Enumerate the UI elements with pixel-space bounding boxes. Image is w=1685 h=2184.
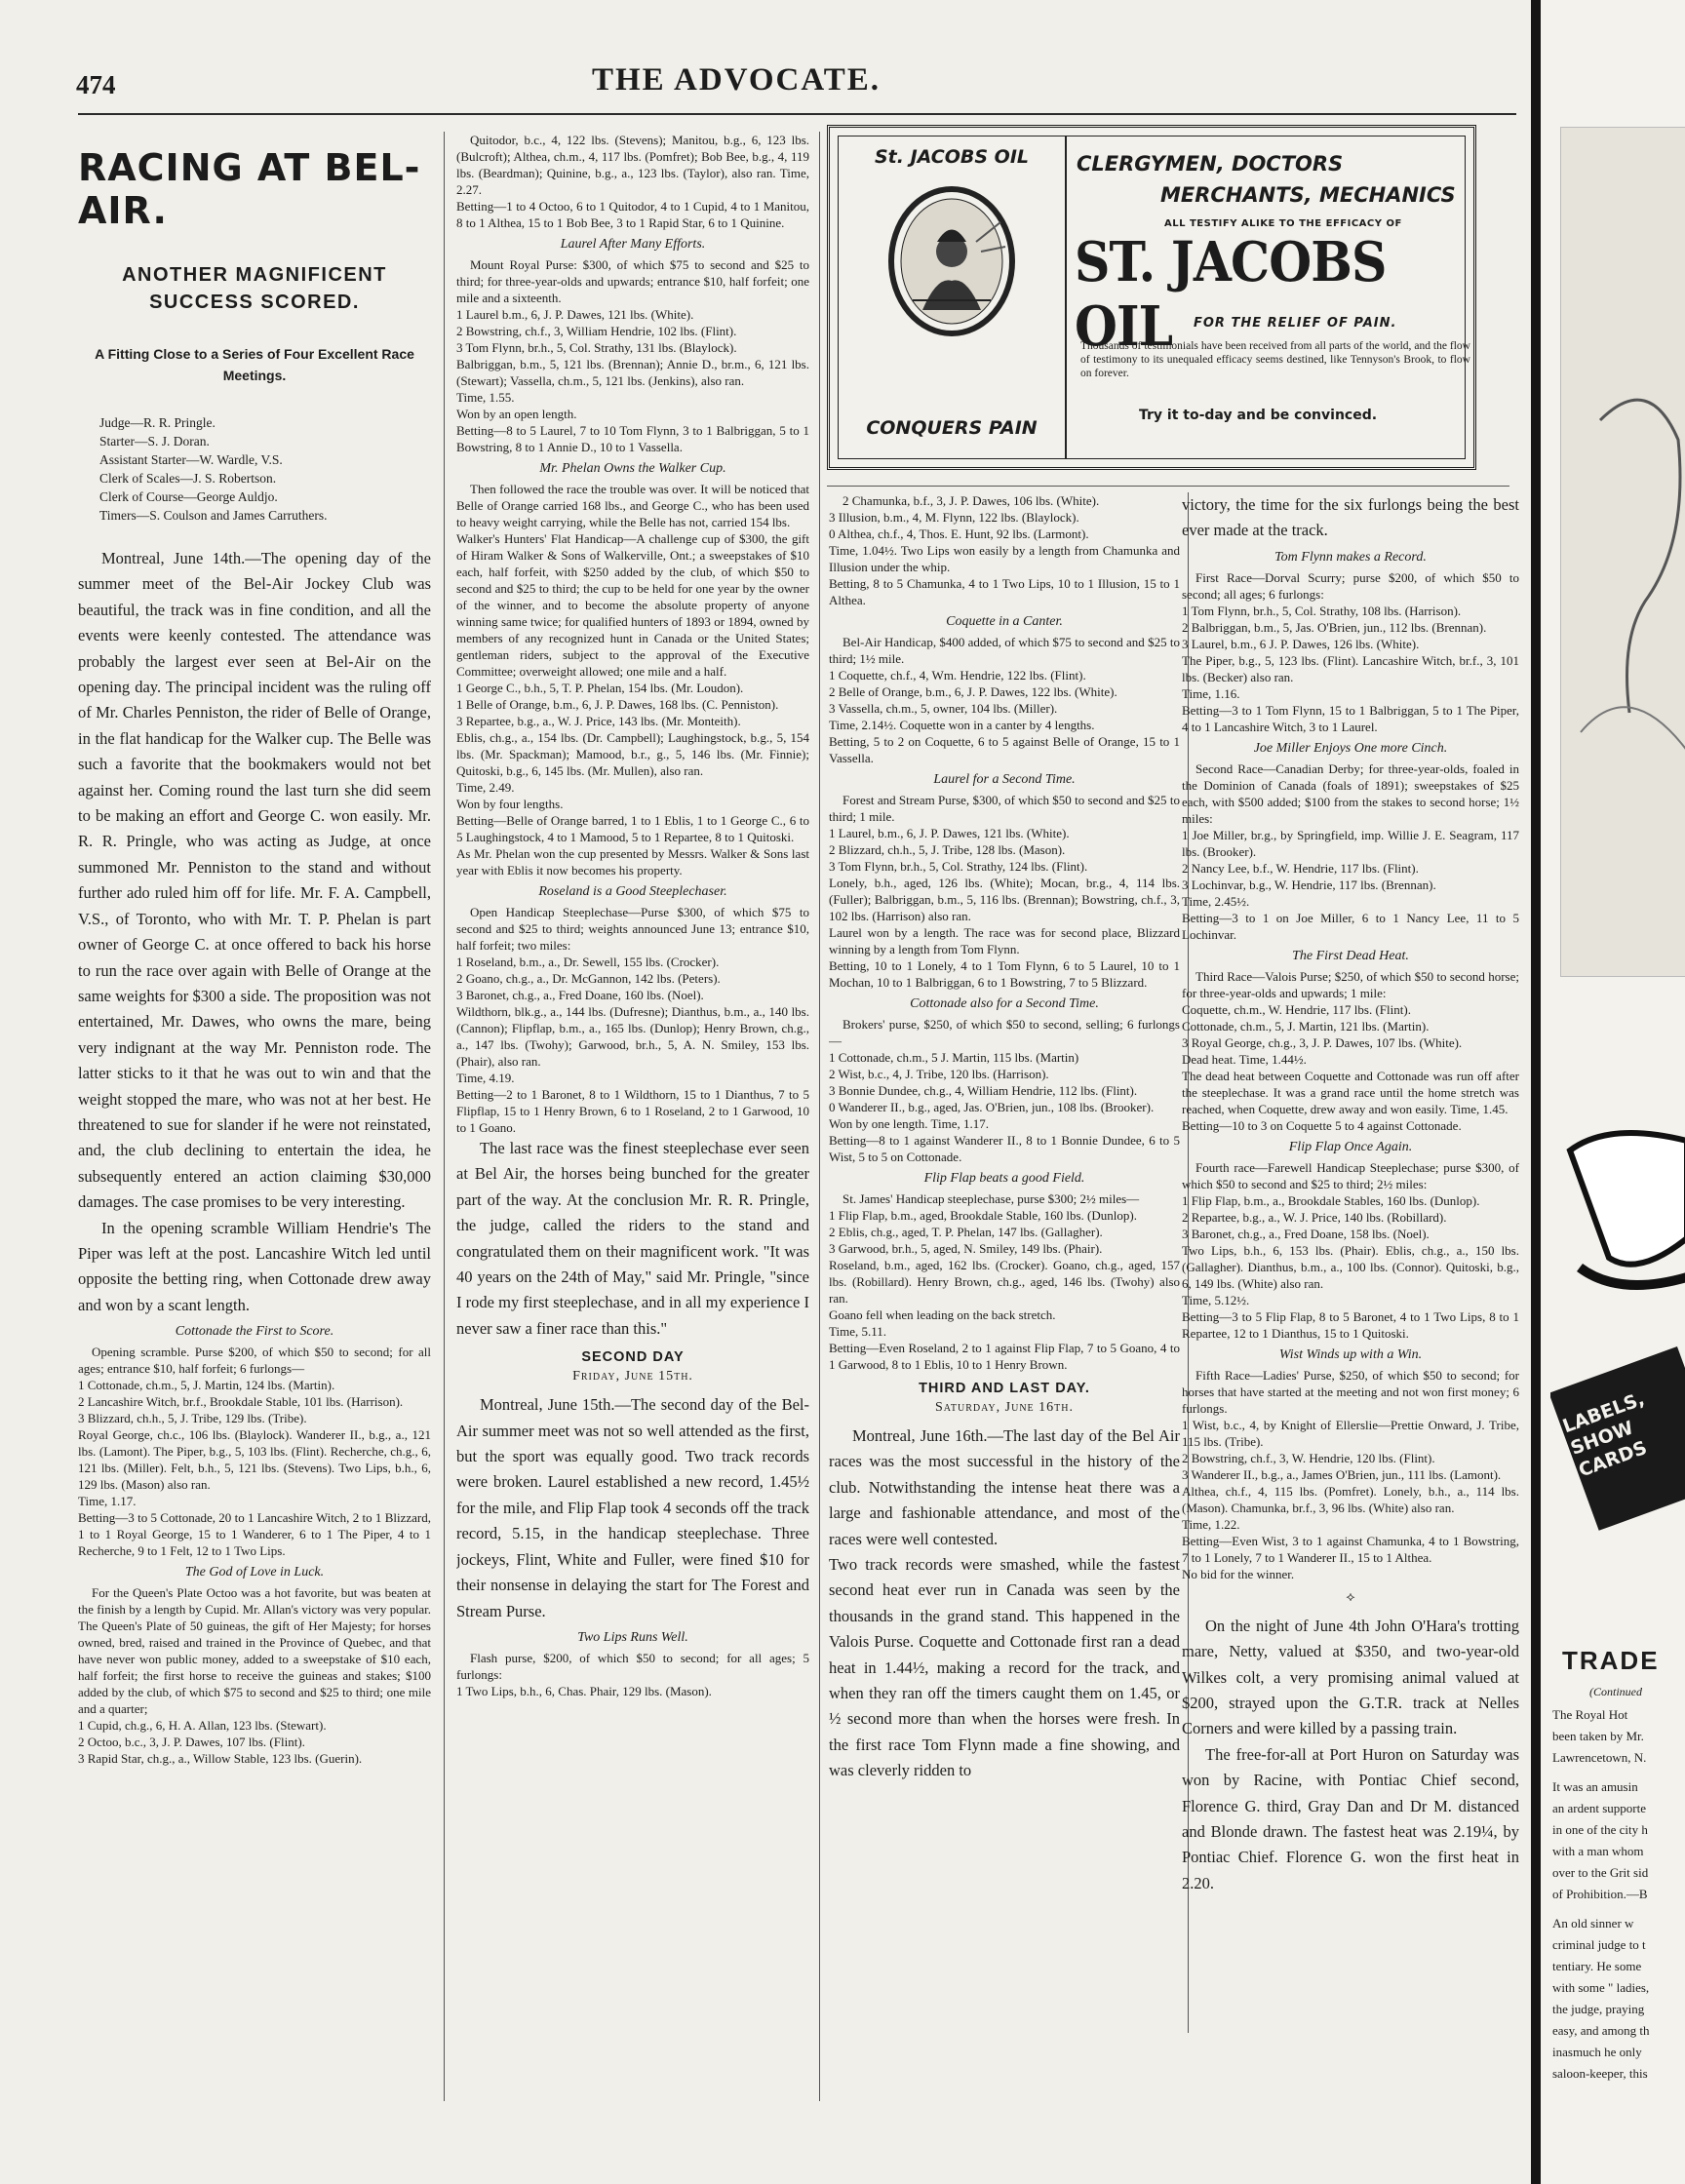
race-result: First Race—Dorval Scurry; purse $200, of which $50 to second; all ages; 6 furlongs: 1 Tom Flynn, br.h., 5, Col. Strathy, 108 lbs. (Harrison). 2 Balbriggan, b.m., 5, Jas. O'Brien, jun., 112 lbs. (Brennan). 3 Laurel, b.m., 6 J. P. Dawes, 126 lbs. (White). The Piper, b.g., 5, 123 lbs. (Flint). Lancashire Witch, br.f., 3, 101 lbs. (Becker) also ran. Time, 1.16. Betting—3 to 1 Tom Flynn, 15 to 1 Balbriggan, 5 to 1 The Piper, 4 to 1 Lancashire Witch, 3 to 1 Laurel.	[1182, 569, 1519, 734]
column-2	[456, 132, 809, 2111]
ad-left-slogan: CONQUERS PAIN	[866, 417, 1038, 439]
race-subheading: Flip Flap Once Again.	[1288, 1139, 1413, 1154]
column-1	[78, 146, 431, 2126]
article-subtitle: ANOTHER MAGNIFICENT SUCCESS SCORED.	[122, 264, 387, 313]
adjacent-line: inasmuch he only	[1552, 2045, 1642, 2059]
day-date: Friday, June 15th.	[572, 1369, 693, 1384]
column-divider	[444, 132, 445, 2101]
race-result: Fifth Race—Ladies' Purse, $250, of which $50 to second; for horses that have started at the meeting and not won first money; 6 furlongs. 1 Wist, b.c., 4, by Knight of Ellerslie—Prettie Onward, J. Tribe, 115 lbs. (Tribe). 2 Bowstring, ch.f., 3, W. Hendrie, 120 lbs. (Flint). 3 Wanderer II., b.g., a., James O'Brien, jun., 111 lbs. (Lamont). Althea, ch.f., 4, 115 lbs. (Pomfret). Lonely, b.h., a., 114 lbs. (Mason). Chamunka, br.f., 3, 96 lbs. (White) also ran. Time, 1.22. Betting—Even Wist, 3 to 1 against Chamunka, 4 to 1 Bowstring, 7 to 1 Lonely, 7 to 1 Wanderer II., 15 to 1 Althea. No bid for the winner.	[1182, 1367, 1519, 1581]
adjacent-line: an ardent supporte	[1552, 1801, 1647, 1815]
body-paragraph: In the opening scramble William Hendrie's The Piper was left at the post. Lancashire Witch led until opposite the betting ring, when Cottonade drew away and won by a scant length.	[78, 1218, 431, 1314]
ad-line-1: CLERGYMEN, DOCTORS	[1077, 152, 1344, 176]
body-paragraph: Montreal, June 14th.—The opening day of the summer meet of the Bel-Air Jockey Club was beautiful, the track was in fine condition, and all the events were keenly contested. The attendance was probably the largest ever seen at Bel-Air on the opening day. The principal incident was the ruling off of Mr. Charles Penniston, the rider of Belle of Orange, in the flat handicap for the Walker cup. The Belle was such a favorite that the bookmakers would not bet against her. Coming round the last turn she did seem to be making an effort and George C. won easily. Mr. R. R. Pringle, who was acting as Judge, at once summoned Mr. Penniston to the stand and without further ado ruled him off for life. Mr. F. A. Campbell, V.S., of Toronto, who with Mr. T. P. Phelan is part owner of George C. at once offered to back his horse to run the race over again with Belle of Orange at the same weights for $300 a side. The proposition was not entertained, Mr. Dawes, who owns the mare, being very indignant at the way Mr. Penniston rode. The latter sticks to it that he was out to win and that the weight stopped the mare, who was not at her best. He threatened to sue for slander if he were not reinstated, and, the club declining to entertain the idea, he subsequently entered an action claiming $30,000 damages. The case promises to be very interesting.	[78, 549, 431, 1212]
ad-product-name: ST. JACOBS OIL	[1075, 230, 1387, 359]
ornament-divider: ⟡	[1346, 1589, 1355, 1605]
body-paragraph: On the night of June 4th John O'Hara's trotting mare, Netty, valued at $350, and two-year-old Wilkes colt, a very promising animal valued at $200, strayed upon the G.T.R. track at Nelles Corners and were killed by a passing train.	[1182, 1616, 1519, 1738]
adjacent-line: An old sinner w	[1552, 1916, 1634, 1930]
race-subheading: Flip Flap beats a good Field.	[923, 1171, 1085, 1186]
adjacent-line: saloon-keeper, this	[1552, 2066, 1648, 2081]
race-result: Open Handicap Steeplechase—Purse $300, of which $75 to second and $25 to third; weights announced June 13; entrance $10, half forfeit; two miles: 1 Roseland, b.m., a., Dr. Sewell, 155 lbs. (Crocker). 2 Goano, ch.g., a., Dr. McGannon, 142 lbs. (Peters). 3 Baronet, ch.g., a., Fred Doane, 160 lbs. (Noel). Wildthorn, blk.g., a., 144 lbs. (Dufresne); Dianthus, b.m., a., 140 lbs. (Cannon); Flipflap, b.m., a., 165 lbs. (Dunlop); Henry Brown, ch.g., a., 147 lbs. (Twohy); Garwood, br.h., 5, A. N. Smiley, 153 lbs. (Phair), also ran. Time, 4.19. Betting—2 to 1 Baronet, 8 to 1 Wildthorn, 15 to 1 Dianthus, 7 to 5 Flipflap, 15 to 1 Henry Brown, 6 to 1 Roseland, 2 to 1 Garwood, 10 to 1 Goano.	[456, 905, 809, 1135]
race-result: Then followed the race the trouble was over. It will be noticed that Belle of Orange carried 168 lbs., and George C., who has been used to heavy weight carrying, while the Belle has not, carried 154 lbs. Walker's Hunters' Flat Handicap—A challenge cup of $300, the gift of Hiram Walker & Sons of Walkerville, Ont.; a sweepstakes of $10 each, half forfeit, with $250 added by the club, of which $50 to second and $25 to third; the cup to be held for one year by the owner of the winner, and to become the absolute property of anyone winning same twice; for qualified hunters of 1893 or 1894, owned by members of any recognized hunt in Canada or the United States; gentleman riders, subject to the approval of the Executive Committee; overweight allowed; one mile and a half. 1 George C., b.h., 5, T. P. Phelan, 154 lbs. (Mr. Loudon). 1 Belle of Orange, b.m., 6, J. P. Dawes, 168 lbs. (C. Penniston). 3 Repartee, b.g., a., W. J. Price, 143 lbs. (Mr. Monteith). Eblis, ch.g., a., 154 lbs. (Dr. Campbell); Laughingstock, b.g., 5, 154 lbs. (Mr. Spackman); Mamood, b.r., g., 5, 146 lbs. (Mr. Finnie); Quitoski, b.g., 6, 145 lbs. (Mr. Mullen), also ran. Time, 2.49. Won by four lengths. Betting—Belle of Orange barred, 1 to 1 Eblis, 1 to 1 George C., 6 to 5 Laughingstock, 4 to 1 Mamood, 5 to 1 Repartee, 8 to 1 Quitoski. As Mr. Phelan won the cup presented by Messrs. Walker & Sons last year with Eblis it now becomes his property.	[456, 482, 809, 878]
page-number: 474	[76, 70, 116, 99]
official-line: Clerk of Course—George Auldjo.	[99, 489, 278, 504]
ad-call-to-action: Try it to-day and be convinced.	[1139, 408, 1378, 423]
adjacent-text	[1552, 1704, 1685, 2085]
adjacent-line: the judge, praying	[1552, 2002, 1645, 2016]
ad-line-2: MERCHANTS, MECHANICS	[1160, 183, 1456, 207]
race-result: Quitodor, b.c., 4, 122 lbs. (Stevens); Manitou, b.g., 6, 123 lbs. (Bulcroft); Althea, ch.m., 4, 117 lbs. (Pomfret); Bob Bee, b.g., 4, 119 lbs. (Beardman); Quinine, b.g., a., 123 lbs. (Taylor), also ran. Time, 2.27. Betting—1 to 4 Octoo, 6 to 1 Quitodor, 4 to 1 Cupid, 4 to 1 Manitou, 8 to 1 Althea, 15 to 1 Bob Bee, 3 to 1 Rapid Star, 6 to 1 Quinine.	[456, 133, 809, 230]
header-rule	[78, 113, 1516, 115]
race-result: Forest and Stream Purse, $300, of which $50 to second and $25 to third; 1 mile. 1 Laurel, b.m., 6, J. P. Dawes, 121 lbs. (White). 2 Blizzard, ch.h., 5, J. Tribe, 128 lbs. (Mason). 3 Tom Flynn, br.h., 5, Col. Strathy, 124 lbs. (Flint). Lonely, b.h., aged, 126 lbs. (White); Mocan, br.g., 4, 114 lbs. (Fuller); Balbriggan, b.m., 5, 116 lbs. (Brennan); Bowstring, ch.f., 3, 102 lbs. (Harrison) also ran. Laurel won by a length. The race was for second place, Blizzard winning by a length from Tom Flynn. Betting, 10 to 1 Lonely, 4 to 1 Tom Flynn, 6 to 5 Laurel, 10 to 1 Mochan, 10 to 1 Balbriggan, 6 to 1 Bowstring, 7 to 5 Blizzard.	[829, 793, 1180, 990]
race-result: St. James' Handicap steeplechase, purse $300; 2½ miles— 1 Flip Flap, b.m., aged, Brookdale Stable, 160 lbs. (Dunlop). 2 Eblis, ch.g., aged, T. P. Phelan, 147 lbs. (Gallagher). 3 Garwood, br.h., 5, aged, N. Smiley, 149 lbs. (Phair). Roseland, b.m., aged, 162 lbs. (Crocker). Goano, ch.g., aged, 157 lbs. (Robillard). Henry Brown, ch.g., aged, 146 lbs. (Twohy) also ran. Goano fell when leading on the back stretch. Time, 5.11. Betting—Even Roseland, 2 to 1 against Flip Flap, 7 to 5 Goano, 4 to 1 Garwood, 8 to 1 Eblis, 10 to 1 Henry Brown.	[829, 1191, 1180, 1372]
adjacent-continued: (Continued	[1589, 1685, 1642, 1698]
adjacent-line: criminal judge to t	[1552, 1937, 1646, 1952]
day-heading: SECOND DAY	[581, 1349, 685, 1366]
race-subheading: Wist Winds up with a Win.	[1278, 1346, 1423, 1362]
race-subheading: Laurel for a Second Time.	[933, 772, 1076, 787]
adjacent-line: over to the Grit sid	[1552, 1865, 1649, 1880]
adjacent-line: It was an amusin	[1552, 1779, 1638, 1794]
race-result: Fourth race—Farewell Handicap Steeplechase; purse $300, of which $50 to second and $25 to third; 2½ miles: 1 Flip Flap, b.m., a., Brookdale Stables, 160 lbs. (Dunlop). 2 Repartee, b.g., a., W. J. Price, 140 lbs. (Robillard). 3 Baronet, ch.g., a., Fred Doane, 158 lbs. (Noel). Two Lips, b.h., 6, 153 lbs. (Phair). Eblis, ch.g., a., 150 lbs. (Gallagher). Dianthus, b.m., a., 100 lbs. (Connor). Quitoski, b.g., 6, 149 lbs. (White) also ran. Time, 5.12½. Betting—3 to 5 Flip Flap, 8 to 5 Baronet, 4 to 1 Two Lips, 8 to 1 Repartee, 12 to 1 Dianthus, 15 to 1 Quitoski.	[1182, 1159, 1519, 1341]
race-subheading: Roseland is a Good Steeplechaser.	[538, 884, 727, 899]
race-subheading: Cottonade also for a Second Time.	[910, 996, 1099, 1011]
race-subheading: Coquette in a Canter.	[946, 614, 1063, 629]
body-paragraph: Montreal, June 15th.—The second day of the Bel-Air summer meet was not so well attended as the first, but the sport was equally good. Two track records were broken. Laurel established a new record, 1.45½ for the mile, and Flip Flap took 4 seconds off the track record, 5.15, in the handicap steeplechase. Three jockeys, Flint, White and Fuller, were fined $10 for their nonsense in delaying the start for The Forest and Stream Purse.	[456, 1395, 809, 1620]
day-heading: THIRD AND LAST DAY.	[919, 1381, 1090, 1396]
day-date: Saturday, June 16th.	[935, 1400, 1074, 1415]
race-subheading: Laurel After Many Efforts.	[560, 237, 706, 252]
adjacent-line: Lawrencetown, N.	[1552, 1750, 1647, 1765]
race-subheading: The God of Love in Luck.	[184, 1565, 325, 1580]
race-result: Flash purse, $200, of which $50 to second; for all ages; 5 furlongs: 1 Two Lips, b.h., 6, Chas. Phair, 129 lbs. (Mason).	[456, 1650, 809, 1698]
ad-left-panel	[839, 136, 1067, 458]
race-result: 2 Chamunka, b.f., 3, J. P. Dawes, 106 lbs. (White). 3 Illusion, b.m., 4, M. Flynn, 122 lbs. (Blaylock). 0 Althea, ch.f., 4, Thos. E. Hunt, 92 lbs. (Larmont). Time, 1.04½. Two Lips won easily by a length from Chamunka and Illusion under the whip. Betting, 8 to 5 Chamunka, 4 to 1 Two Lips, 10 to 1 Illusion, 15 to 1 Althea.	[829, 493, 1180, 607]
column-divider	[819, 132, 820, 2101]
official-line: Clerk of Scales—J. S. Robertson.	[99, 471, 277, 486]
adjacent-illustration	[1560, 127, 1685, 977]
body-paragraph: victory, the time for the six furlongs being the best ever made at the track.	[1182, 495, 1519, 540]
race-result: Third Race—Valois Purse; $250, of which $50 to second horse; for three-year-olds and upwards; 1 mile: Coquette, ch.m., W. Hendrie, 117 lbs. (Flint). Cottonade, ch.m., 5, J. Martin, 121 lbs. (Martin). 3 Royal George, ch.g., 3, J. P. Dawes, 107 lbs. (White). Dead heat. Time, 1.44½. The dead heat between Coquette and Cottonade was run off after the steeplechase. It was a grand race until the home stretch was reached, when Coquette, drew away and won easily. Time, 1.45. Betting—10 to 3 on Coquette 5 to 4 against Cottonade.	[1182, 968, 1519, 1133]
race-result: For the Queen's Plate Octoo was a hot favorite, but was beaten at the finish by a length by Cupid. Mr. Allan's victory was very popular. The Queen's Plate of 50 guineas, the gift of Her Majesty; for horses owned, bred, raised and trained in the Province of Quebec, and that have never won public money, added to a sweepstake of $10 each, half forfeit; the first horse to receive the guineas and stakes; $100 added by the club, of which $75 to second and $25 to third; one mile and a quarter; 1 Cupid, ch.g., 6, H. A. Allan, 123 lbs. (Stewart). 2 Octoo, b.c., 3, J. P. Dawes, 107 lbs. (Flint). 3 Rapid Star, ch.g., a., Willow Stable, 123 lbs. (Guerin).	[78, 1585, 431, 1767]
adjacent-line: with a man whom	[1552, 1844, 1644, 1858]
adjacent-line: with some " ladies,	[1552, 1980, 1650, 1995]
ad-left-title: St. JACOBS OIL	[875, 146, 1029, 168]
ad-right-panel	[1067, 136, 1470, 458]
ad-frame	[838, 136, 1470, 459]
article-title: RACING AT BEL-AIR.	[78, 146, 421, 232]
official-line: Assistant Starter—W. Wardle, V.S.	[99, 452, 283, 467]
official-line: Starter—S. J. Doran.	[99, 434, 210, 448]
ad-relief: FOR THE RELIEF OF PAIN.	[1194, 316, 1397, 331]
column-4	[1182, 492, 1519, 2043]
body-paragraph: Montreal, June 16th.—The last day of the Bel Air races was the most successful in the history of the club. Notwithstanding the intense heat there was a large and fashionable attendance, and most of the races were well contested. Two track records were smashed, while the fastest second heat ever run in Canada was seen by the thousands in the grand stand. This happened in the Valois Purse. Coquette and Cottonade first ran a dead heat in 1.44½, making a record for the track, and when they ran off the timers caught them on 1.45, or ½ second more than when the horses were fresh. In the first race Tom Flynn made a fine showing, and was cleverly ridden to	[829, 1426, 1180, 1780]
adjacent-line: of Prohibition.—B	[1552, 1887, 1648, 1901]
race-result: Mount Royal Purse: $300, of which $75 to second and $25 to third; for three-year-olds and upwards; entrance $10, half forfeit; one mile and a sixteenth. 1 Laurel b.m., 6, J. P. Dawes, 121 lbs. (White). 2 Bowstring, ch.f., 3, William Hendrie, 102 lbs. (Flint). 3 Tom Flynn, br.h., 5, Col. Strathy, 131 lbs. (Blaylock). Balbriggan, b.m., 5, 121 lbs. (Brennan); Annie D., br.m., 6, 121 lbs. (Stewart); Vassella, ch.m., 5, 121 lbs. (Jenkins), also ran. Time, 1.55. Won by an open length. Betting—8 to 5 Laurel, 7 to 10 Tom Flynn, 3 to 1 Balbriggan, 5 to 1 Bowstring, 8 to 1 Annie D., 10 to 1 Vassella.	[456, 257, 809, 454]
race-result: Second Race—Canadian Derby; for three-year-olds, foaled in the Dominion of Canada (foals of 1891); sweepstakes of $25 each, with $500 added; $100 from the stakes to second horse; 1½ miles: 1 Joe Miller, br.g., by Springfield, imp. Willie J. E. Seagram, 117 lbs. (Brooker). 2 Nancy Lee, b.f., W. Hendrie, 117 lbs. (Flint). 3 Lochinvar, b.g., W. Hendrie, 117 lbs. (Brennan). Time, 2.45½. Betting—3 to 1 on Joe Miller, 6 to 1 Nancy Lee, 11 to 5 Lochinvar.	[1182, 760, 1519, 942]
official-line: Timers—S. Coulson and James Carruthers.	[99, 508, 328, 523]
adjacent-sign	[1550, 1121, 1685, 1589]
body-paragraph: The last race was the finest steeplechase ever seen at Bel Air, the horses being bunched for the greater part of the way. At the conclusion Mr. R. R. Pringle, the judge, called the riders to the stand and congratulated them on their magnificent work. "It was 40 years on the 24th of May," said Mr. Pringle, "since I rode my first steeplechase, and in all my experience I never saw a finer race than this."	[456, 1139, 809, 1338]
race-result: Bel-Air Handicap, $400 added, of which $75 to second and $25 to third; 1½ mile. 1 Coquette, ch.f., 4, Wm. Hendrie, 122 lbs. (Flint). 2 Belle of Orange, b.m., 6, J. P. Dawes, 122 lbs. (White). 3 Vassella, ch.m., 5, owner, 104 lbs. (Miller). Time, 2.14½. Coquette won in a canter by 4 lengths. Betting, 5 to 2 on Coquette, 6 to 5 against Belle of Orange, 15 to 1 Vassella.	[829, 635, 1180, 765]
race-subheading: Two Lips Runs Well.	[577, 1629, 688, 1645]
race-result: Opening scramble. Purse $200, of which $50 to second; for all ages; entrance $10, half forfeit; 6 furlongs— 1 Cottonade, ch.m., 5, J. Martin, 124 lbs. (Martin). 2 Lancashire Witch, br.f., Brookdale Stable, 101 lbs. (Harrison). 3 Blizzard, ch.h., 5, J. Tribe, 129 lbs. (Tribe). Royal George, ch.c., 106 lbs. (Blaylock). Wanderer II., b.g., a., 121 lbs. (Lamont). The Piper, b.g., 5, 103 lbs. (Flint). Recherche, ch.g., 6, 121 lbs. (Miller). Felt, b.h., 5, 121 lbs. (Stevens). Two Lips, b.h., 6, 129 lbs. (Mason) also ran. Time, 1.17. Betting—3 to 5 Cottonade, 20 to 1 Lancashire Witch, 2 to 1 Blizzard, 1 to 1 Royal George, 15 to 1 Wanderer, 6 to 1 The Piper, 4 to 1 Recherche, 9 to 1 Felt, 12 to 1 Two Lips.	[78, 1345, 431, 1559]
body-paragraph: The free-for-all at Port Huron on Saturday was won by Racine, with Pontiac Chief second, Florence G. third, Gray Dan and Dr M. distanced and Blonde drawn. The fastest heat was 2.19¼, by Pontiac Chief. Florence G. won the first heat in 2.20.	[1182, 1744, 1519, 1892]
ad-illustration	[883, 183, 1020, 339]
adjacent-line: been taken by Mr.	[1552, 1729, 1644, 1743]
column-3	[829, 492, 1180, 2043]
section-rule	[827, 486, 1509, 487]
official-line: Judge—R. R. Pringle.	[99, 415, 216, 430]
masthead: THE ADVOCATE.	[591, 62, 882, 98]
race-subheading: Cottonade the First to Score.	[175, 1324, 334, 1340]
adjacent-line: in one of the city h	[1552, 1822, 1648, 1837]
race-subheading: Mr. Phelan Owns the Walker Cup.	[539, 461, 726, 476]
race-subheading: Joe Miller Enjoys One more Cinch.	[1253, 740, 1448, 756]
race-subheading: Tom Flynn makes a Record.	[1274, 549, 1427, 565]
ad-testimonial-text: Thousands of testimonials have been received from all parts of the world, and the flow of testimony to its unequaled efficacy seems destined, like Tennyson's Brook, to flow on forever.	[1080, 340, 1470, 379]
adjacent-line: The Royal Hot	[1552, 1707, 1628, 1722]
race-result: Brokers' purse, $250, of which $50 to second, selling; 6 furlongs— 1 Cottonade, ch.m., 5 J. Martin, 115 lbs. (Martin) 2 Wist, b.c., 4, J. Tribe, 120 lbs. (Harrison). 3 Bonnie Dundee, ch.g., 4, William Hendrie, 112 lbs. (Flint). 0 Wanderer II., b.g., aged, Jas. O'Brien, jun., 108 lbs. (Brooker). Won by one length. Time, 1.17. Betting—8 to 1 against Wanderer II., 8 to 1 Bonnie Dundee, 6 to 5 Wist, 5 to 5 on Cottonade.	[829, 1017, 1180, 1164]
race-subheading: The First Dead Heat.	[1292, 948, 1409, 963]
adjacent-page-strip	[1531, 0, 1685, 2184]
officials-list	[99, 413, 431, 525]
adjacent-heading: TRADE	[1562, 1646, 1660, 1675]
ad-testify: ALL TESTIFY ALIKE TO THE EFFICACY OF	[1164, 218, 1402, 229]
advertisement	[827, 125, 1476, 470]
article-deck: A Fitting Close to a Series of Four Excellent Race Meetings.	[95, 346, 414, 383]
adjacent-sign-text: LABELS, SHOW CARDS	[1559, 1387, 1650, 1482]
adjacent-line: easy, and among th	[1552, 2023, 1650, 2038]
adjacent-line: tentiary. He some	[1552, 1959, 1642, 1973]
